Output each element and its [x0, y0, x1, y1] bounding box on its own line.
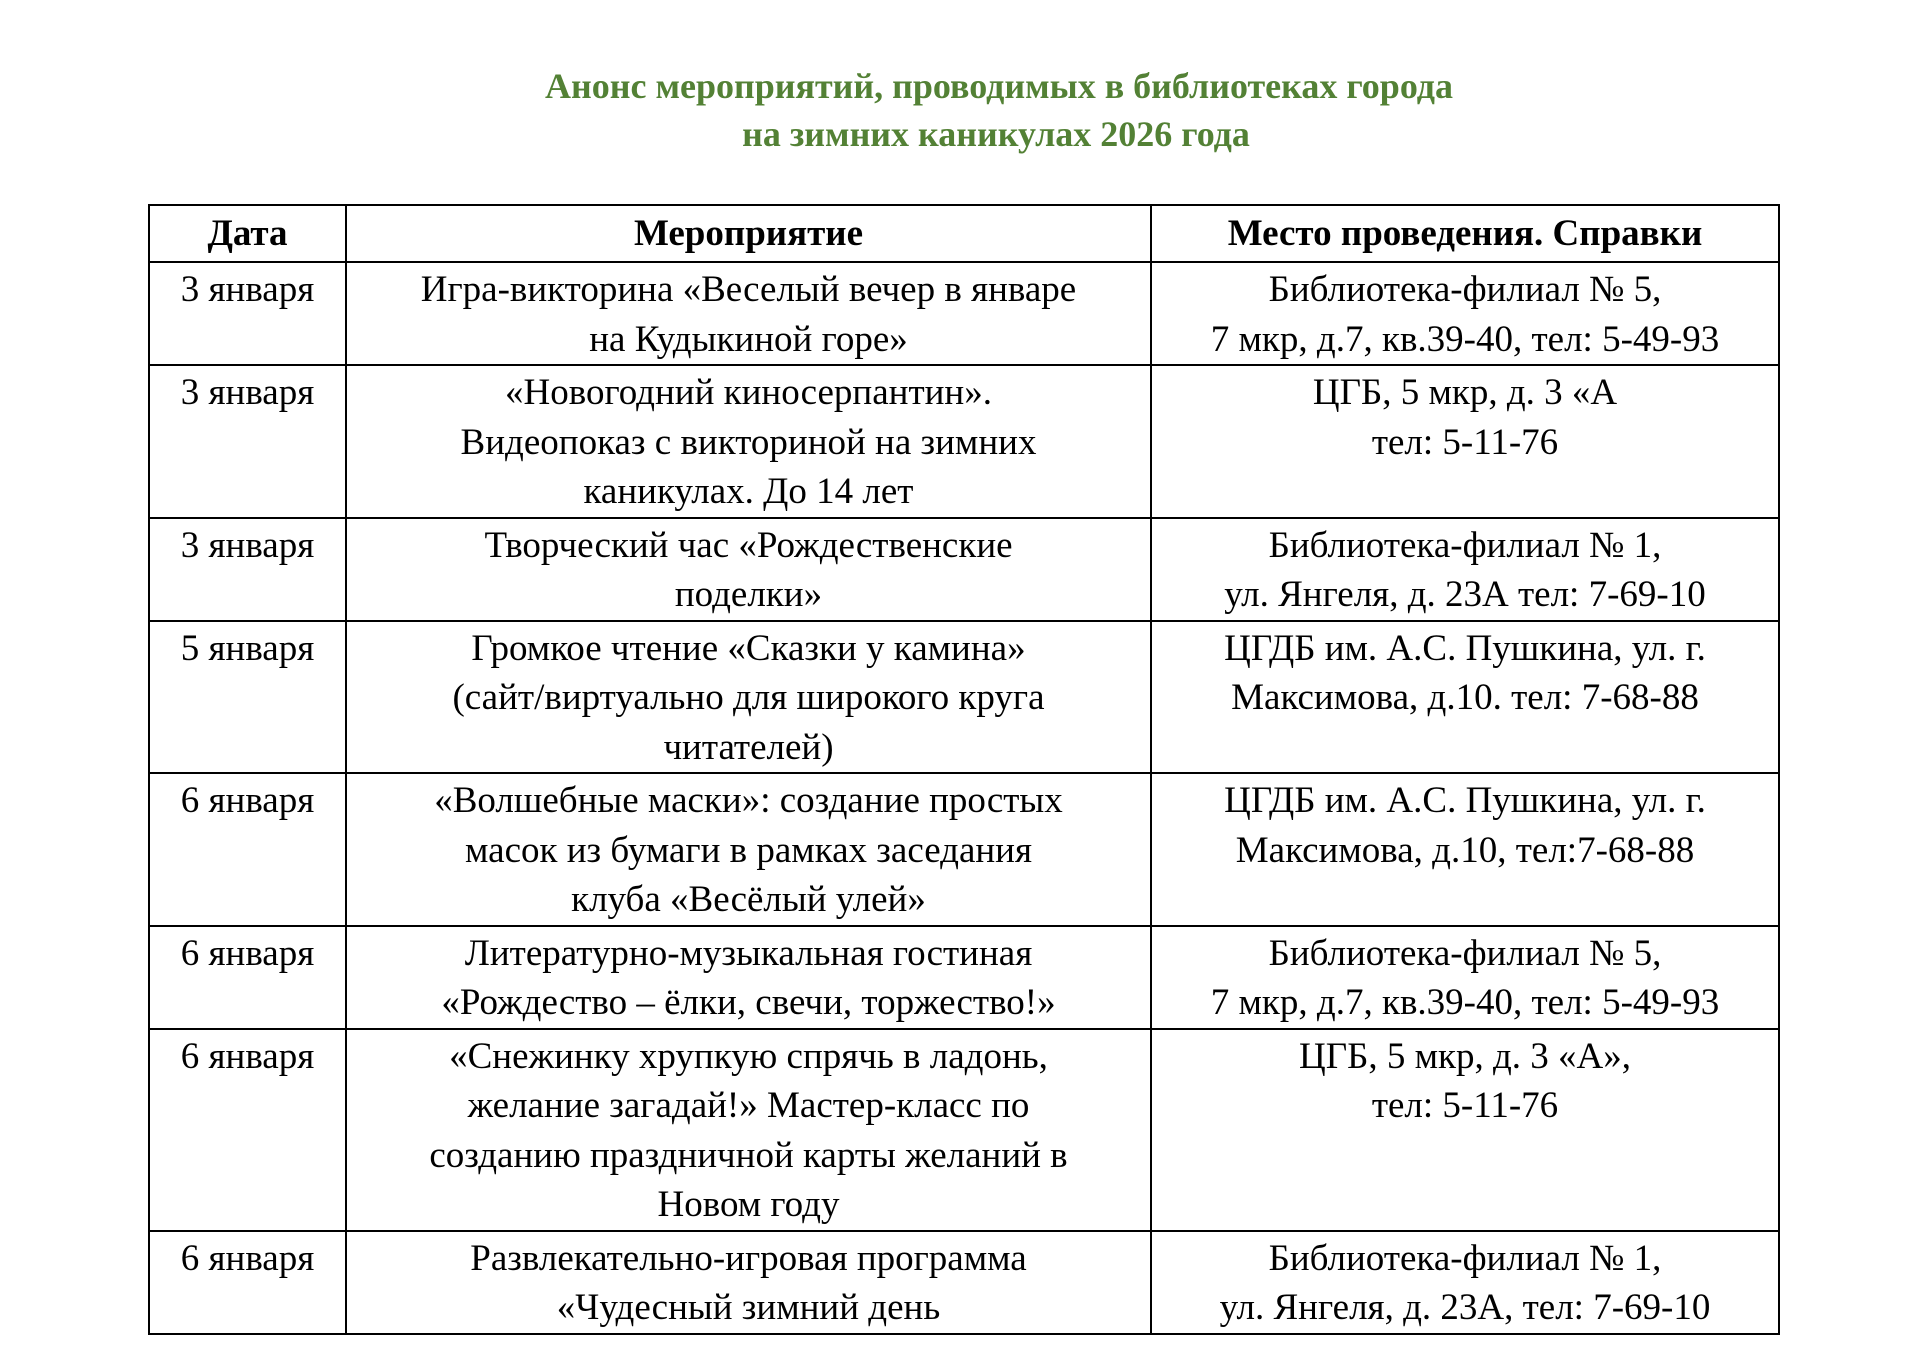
place-line: ЦГБ, 5 мкр, д. 3 «А	[1312, 372, 1618, 413]
table-row	[149, 365, 1779, 518]
row-place	[1151, 1231, 1779, 1334]
header-date: Дата	[149, 205, 346, 262]
place-line: 7 мкр, д.7, кв.39-40, тел: 5-49-93	[1210, 318, 1720, 360]
header-place: Место проведения. Справки	[1151, 205, 1779, 262]
row-place	[1151, 1029, 1779, 1231]
place-line: Библиотека-филиал № 1,	[1268, 524, 1662, 566]
row-date: 6 января	[149, 773, 346, 926]
place-line: ул. Янгеля, д. 23А, тел: 7-69-10	[1219, 1287, 1711, 1328]
event-line: клуба «Весёлый улей»	[571, 879, 926, 920]
event-line: Творческий час «Рождественские	[484, 524, 1013, 566]
row-event	[346, 1231, 1151, 1334]
row-event	[346, 621, 1151, 774]
row-date: 6 января	[149, 926, 346, 1029]
place-line: ЦГДБ им. А.С. Пушкина, ул. г.	[1224, 780, 1706, 821]
place-line: тел: 5-11-76	[1371, 1085, 1559, 1126]
row-date: 5 января	[149, 621, 346, 774]
event-line: масок из бумаги в рамках заседания	[465, 829, 1032, 871]
header-event: Мероприятие	[346, 205, 1151, 262]
row-date: 3 января	[149, 365, 346, 518]
event-line: желание загадай!» Мастер-класс по	[467, 1085, 1030, 1126]
event-line: «Чудесный зимний день	[556, 1287, 941, 1328]
row-event	[346, 518, 1151, 621]
table-row	[149, 621, 1779, 774]
place-line: тел: 5-11-76	[1371, 421, 1559, 463]
page-title-line-1: Анонс мероприятий, проводимых в библиотеках города	[545, 66, 1453, 106]
row-place	[1151, 262, 1779, 365]
row-place	[1151, 518, 1779, 621]
events-table	[148, 204, 1780, 1335]
event-line: «Снежинку хрупкую спрячь в ладонь,	[449, 1035, 1048, 1077]
page-title	[0, 62, 1920, 158]
event-line: Развлекательно-игровая программа	[470, 1237, 1027, 1279]
table-row	[149, 773, 1779, 926]
place-line: Максимова, д.10, тел:7-68-88	[1235, 829, 1695, 871]
row-place	[1151, 926, 1779, 1029]
event-line: каникулах. До 14 лет	[583, 471, 914, 512]
event-line: (сайт/виртуально для широкого круга	[452, 677, 1045, 718]
table-header-row	[149, 205, 1779, 262]
row-event	[346, 926, 1151, 1029]
row-event	[346, 773, 1151, 926]
page-title-line-2: на зимних каникулах 2026 года	[742, 114, 1250, 154]
place-line: Библиотека-филиал № 5,	[1268, 269, 1662, 310]
event-line: читателей)	[663, 726, 834, 768]
event-line: Громкое чтение «Сказки у камина»	[471, 627, 1026, 669]
table-row	[149, 926, 1779, 1029]
event-line: «Волшебные маски»: создание простых	[434, 780, 1063, 821]
event-line: «Рождество – ёлки, свечи, торжество!»	[441, 982, 1056, 1023]
table-row	[149, 262, 1779, 365]
row-event	[346, 262, 1151, 365]
row-event	[346, 365, 1151, 518]
place-line: 7 мкр, д.7, кв.39-40, тел: 5-49-93	[1210, 982, 1720, 1023]
event-line: Новом году	[657, 1184, 840, 1225]
row-date: 6 января	[149, 1231, 346, 1334]
row-place	[1151, 621, 1779, 774]
event-line: Литературно-музыкальная гостиная	[464, 932, 1033, 974]
place-line: Библиотека-филиал № 1,	[1268, 1237, 1662, 1279]
row-event	[346, 1029, 1151, 1231]
event-line: на Кудыкиной горе»	[589, 318, 908, 360]
table-row	[149, 518, 1779, 621]
event-line: поделки»	[674, 574, 823, 615]
event-line: Видеопоказ с викториной на зимних	[460, 421, 1037, 463]
row-date: 6 января	[149, 1029, 346, 1231]
table-row	[149, 1231, 1779, 1334]
place-line: Библиотека-филиал № 5,	[1268, 932, 1662, 974]
event-line: созданию праздничной карты желаний в	[429, 1134, 1068, 1176]
place-line: ЦГДБ им. А.С. Пушкина, ул. г.	[1224, 627, 1706, 669]
row-date: 3 января	[149, 518, 346, 621]
row-date: 3 января	[149, 262, 346, 365]
place-line: ул. Янгеля, д. 23А тел: 7-69-10	[1224, 574, 1706, 615]
event-line: «Новогодний киносерпантин».	[505, 372, 992, 413]
place-line: Максимова, д.10. тел: 7-68-88	[1231, 677, 1699, 718]
row-place	[1151, 773, 1779, 926]
place-line: ЦГБ, 5 мкр, д. 3 «А»,	[1298, 1035, 1632, 1077]
row-place	[1151, 365, 1779, 518]
table-row	[149, 1029, 1779, 1231]
event-line: Игра-викторина «Веселый вечер в январе	[420, 269, 1077, 310]
